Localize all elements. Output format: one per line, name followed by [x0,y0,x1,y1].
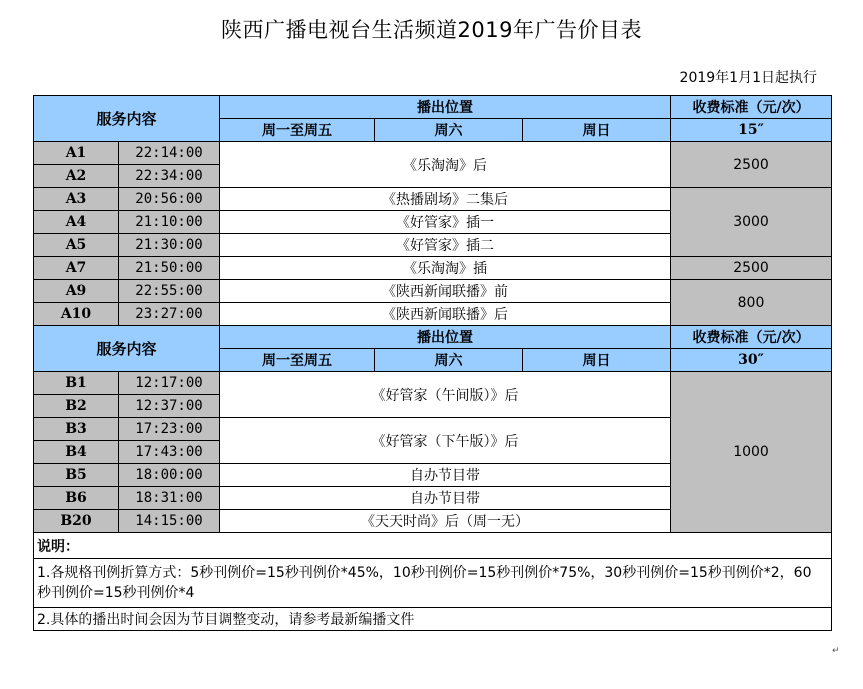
fee-standard-header: 收费标准（元/次） [671,326,832,349]
slot-code: A2 [34,165,119,188]
slot-time: 17:43:00 [119,441,220,464]
duration-15-header: 15″ [671,119,832,142]
section-a-header-row [34,96,832,119]
notes-heading: 说明： [34,533,832,559]
slot-code: B6 [34,487,119,510]
note-2: 2.具体的播出时间会因为节目调整变动，请参考最新编播文件 [34,608,832,631]
slot-code: A9 [34,280,119,303]
price-cell: 3000 [671,188,832,257]
slot-code: B20 [34,510,119,533]
note-row [34,559,832,608]
slot-code: B3 [34,418,119,441]
section-b-header-row [34,326,832,349]
slot-code: B4 [34,441,119,464]
slot-time: 21:30:00 [119,234,220,257]
service-header: 服务内容 [34,96,220,142]
table-row [34,280,832,303]
slot-code: A10 [34,303,119,326]
slot-time: 21:10:00 [119,211,220,234]
program-cell: 《乐淘淘》后 [220,142,671,188]
page-title: 陕西广播电视台生活频道2019年广告价目表 [221,18,642,42]
program-cell: 《好管家（午间版）》后 [220,372,671,418]
slot-code: A5 [34,234,119,257]
slot-time: 17:23:00 [119,418,220,441]
sunday-header: 周日 [523,349,671,372]
slot-time: 22:55:00 [119,280,220,303]
table-row [34,372,832,395]
program-cell: 《乐淘淘》插 [220,257,671,280]
sunday-header: 周日 [523,119,671,142]
slot-code: B1 [34,372,119,395]
slot-time: 22:34:00 [119,165,220,188]
slot-time: 18:00:00 [119,464,220,487]
program-cell: 《陕西新闻联播》后 [220,303,671,326]
saturday-header: 周六 [375,119,523,142]
price-cell: 2500 [671,257,832,280]
note-row [34,608,832,631]
program-cell: 《陕西新闻联播》前 [220,280,671,303]
table-row [34,257,832,280]
slot-time: 12:37:00 [119,395,220,418]
slot-time: 12:17:00 [119,372,220,395]
broadcast-position-header: 播出位置 [220,96,671,119]
fee-standard-header: 收费标准（元/次） [671,96,832,119]
table-row [34,188,832,211]
program-cell: 《好管家（下午版）》后 [220,418,671,464]
price-cell: 1000 [671,372,832,533]
rate-table [33,95,832,631]
program-cell: 自办节目带 [220,487,671,510]
program-cell: 《热播剧场》二集后 [220,188,671,211]
slot-code: B5 [34,464,119,487]
slot-time: 14:15:00 [119,510,220,533]
weekday-header: 周一至周五 [220,349,375,372]
program-cell: 《好管家》插一 [220,211,671,234]
slot-time: 21:50:00 [119,257,220,280]
slot-code: A3 [34,188,119,211]
program-cell: 《好管家》插二 [220,234,671,257]
slot-time: 18:31:00 [119,487,220,510]
slot-code: A1 [34,142,119,165]
program-cell: 《天天时尚》后（周一无） [220,510,671,533]
weekday-header: 周一至周五 [220,119,375,142]
slot-time: 23:27:00 [119,303,220,326]
price-cell: 2500 [671,142,832,188]
duration-30-header: 30″ [671,349,832,372]
table-row [34,142,832,165]
program-cell: 自办节目带 [220,464,671,487]
note-1: 1.各规格刊例折算方式：5秒刊例价=15秒刊例价*45%，10秒刊例价=15秒刊例价*75%，30秒刊例价=15秒刊例价*2，60秒刊例价=15秒刊例价*4 [34,559,832,608]
slot-code: A7 [34,257,119,280]
slot-code: A4 [34,211,119,234]
broadcast-position-header: 播出位置 [220,326,671,349]
slot-code: B2 [34,395,119,418]
slot-time: 22:14:00 [119,142,220,165]
service-header: 服务内容 [34,326,220,372]
paragraph-mark: ↵ [832,646,840,656]
notes-heading-row [34,533,832,559]
price-cell: 800 [671,280,832,326]
slot-time: 20:56:00 [119,188,220,211]
saturday-header: 周六 [375,349,523,372]
effective-date: 2019年1月1日起执行 [679,70,817,86]
